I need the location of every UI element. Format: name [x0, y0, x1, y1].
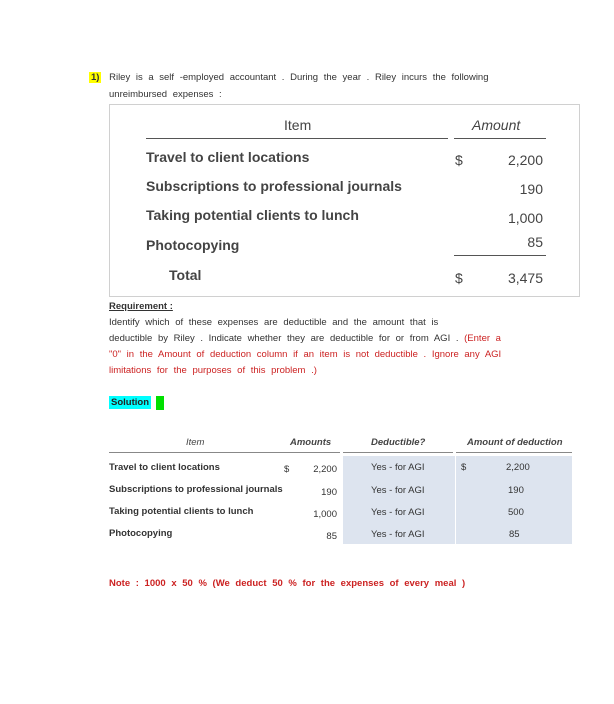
header-rule — [284, 452, 340, 453]
header-rule — [454, 138, 546, 139]
requirement-line-3: "0" in the Amount of deduction column if an item is not deductible . Ignore any AGI — [109, 349, 502, 360]
requirement-line-2 — [109, 333, 501, 344]
solution-header-item: Item — [186, 437, 205, 448]
question-number: 1) — [91, 72, 100, 83]
solution-row-deductible: Yes - for AGI — [371, 462, 425, 473]
expense-header-item: Item — [284, 117, 312, 133]
question-line-2: unreimbursed expenses : — [109, 89, 222, 100]
header-rule — [343, 452, 453, 453]
expense-row-item: Subscriptions to professional journals — [146, 178, 402, 194]
requirement-line-2-text: deductible by Riley . Indicate whether they are deductible for or from AGI . — [109, 333, 459, 344]
expense-total-label: Total — [169, 267, 202, 283]
expense-row-item: Taking potential clients to lunch — [146, 207, 359, 223]
solution-row-amount: 1,000 — [313, 509, 337, 520]
solution-row-deductible: Yes - for AGI — [371, 507, 425, 518]
solution-row-deduction: 190 — [508, 485, 524, 496]
solution-row-deduction: 500 — [508, 507, 524, 518]
expense-row-item: Photocopying — [146, 237, 240, 253]
expense-row-amount: 85 — [527, 234, 543, 250]
solution-header-amounts: Amounts — [290, 437, 332, 448]
solution-header-deductible: Deductible? — [371, 437, 426, 448]
sum-rule — [454, 255, 546, 256]
requirement-line-4: limitations for the purposes of this problem .) — [109, 365, 317, 376]
question-line-1 — [89, 72, 489, 83]
expense-row-amount: 2,200 — [507, 152, 543, 168]
solution-row-item: Taking potential clients to lunch — [109, 506, 254, 517]
highlight-mark — [156, 396, 164, 410]
solution-row-deductible: Yes - for AGI — [371, 485, 425, 496]
expense-table — [109, 104, 580, 297]
expense-row-amount: 1,000 — [507, 210, 543, 226]
expense-row-item: Travel to client locations — [146, 149, 310, 165]
header-rule — [456, 452, 572, 453]
solution-row-amount: 2,200 — [313, 464, 337, 475]
requirement-title: Requirement : — [109, 301, 173, 312]
amount-dollar: $ — [284, 464, 290, 475]
header-rule — [146, 138, 448, 139]
requirement-line-1: Identify which of these expenses are deductible and the amount that is — [109, 317, 439, 328]
solution-row-amount: 190 — [321, 487, 337, 498]
note-text: Note : 1000 x 50 % (We deduct 50 % for the expenses of every meal ) — [109, 578, 466, 589]
expense-total-amount: 3,475 — [507, 270, 543, 286]
solution-row-item: Travel to client locations — [109, 462, 220, 473]
solution-label: Solution — [111, 397, 149, 408]
expense-row-dollar: $ — [455, 152, 463, 168]
deduction-dollar: $ — [461, 462, 467, 473]
solution-header-deduction: Amount of deduction — [467, 437, 563, 448]
expense-header-amount: Amount — [472, 117, 521, 133]
solution-row-deductible: Yes - for AGI — [371, 529, 425, 540]
question-text: Riley is a self -employed accountant . During the year . Riley incurs the following — [109, 72, 489, 83]
expense-row-amount: 190 — [519, 181, 543, 197]
solution-row-deduction: 85 — [509, 529, 520, 540]
expense-total-dollar: $ — [455, 270, 463, 286]
solution-row-item: Photocopying — [109, 528, 173, 539]
solution-row-amount: 85 — [326, 531, 337, 542]
solution-row-item: Subscriptions to professional journals — [109, 484, 283, 495]
solution-row-deduction: 2,200 — [506, 462, 530, 473]
requirement-line-2-note: (Enter a — [464, 333, 501, 344]
